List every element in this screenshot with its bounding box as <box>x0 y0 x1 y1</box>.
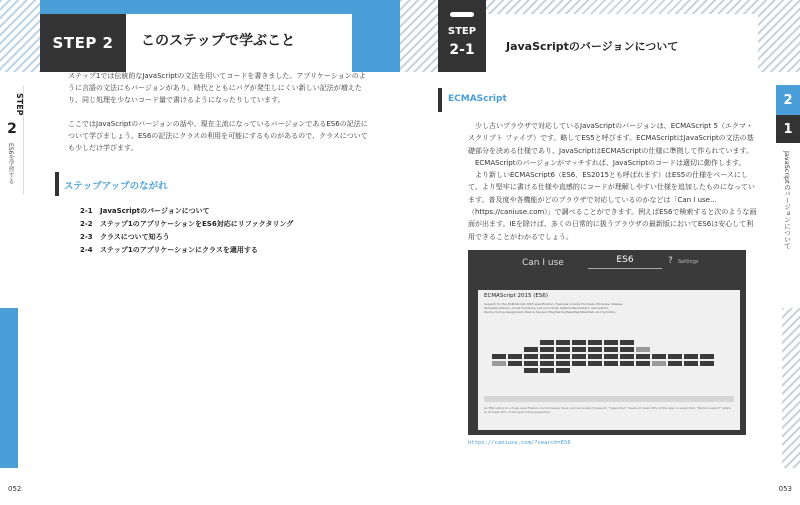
screenshot-search-query: ES6 <box>588 255 662 269</box>
subheading-bar <box>55 172 59 196</box>
tag-pin-icon <box>450 12 474 17</box>
screenshot-settings: Settings <box>678 259 699 265</box>
subheading: ECMAScript <box>448 94 507 104</box>
side-tab-chapter-text: ES6を学習する <box>7 143 14 185</box>
screenshot-feature-panel <box>478 290 740 430</box>
side-tab-section-number: 1 <box>776 115 800 143</box>
toc-item: 2-1 JavaScriptのバージョンについて <box>80 207 210 215</box>
section-tag-number: 2-1 <box>449 42 475 58</box>
body-paragraph-1: 少し古いブラウザで対応しているJavaScriptのバージョンは、ECMAScript 5（エクマ・スクリプト ファイブ）です。略してES5と呼びます。ECMAScriptはJavaScriptの文法の基礎部分を決める仕様であり、JavaScriptはECMAScriptの仕様に準拠して作られています。 <box>468 122 754 155</box>
screenshot-url-caption[interactable]: https://caniuse.com/?search=ES6 <box>468 440 571 446</box>
side-tab-step-number: 2 <box>776 85 800 115</box>
right-page <box>400 0 800 505</box>
right-side-stripes <box>782 308 800 468</box>
intro-paragraph <box>68 70 368 106</box>
screenshot-question-mark: ? <box>668 256 673 266</box>
page-title: このステップで学ぶこと <box>141 33 296 49</box>
subheading-bar <box>438 88 442 112</box>
support-table <box>492 340 728 388</box>
right-side-tab <box>776 85 800 315</box>
left-side-tab <box>0 85 24 195</box>
table-of-contents <box>80 205 293 257</box>
screenshot-notes: As ES6 refers to a huge specification and browsers have various levels of support, "Supported" means at least 95% of the spec is supported. "Partial support" refers to at least 10% of the spec being supported. <box>484 406 731 414</box>
section-title: JavaScriptのバージョンについて <box>506 40 679 53</box>
section-tag-step: STEP <box>447 26 477 37</box>
left-stripe-decoration <box>0 0 40 72</box>
body-text <box>468 120 758 243</box>
side-tab-vertical-text: JavaScriptのバージョンについて <box>783 151 791 249</box>
section-tag <box>438 0 486 72</box>
toc-item: 2-4 ステップ1のアプリケーションにクラスを適用する <box>80 246 258 254</box>
subheading: ステップアップのながれ <box>64 181 168 192</box>
intro-paragraph-1: ステップ1では伝統的なJavaScriptの文法を用いてコードを書きました。アプリケーションのように言語の文法にもバージョンがあり、時代とともにバグが発生しにくい新しい記法が増えたり、同じ処理を少ないコード量で書けるようになったりしています。 <box>68 72 366 104</box>
left-side-bar <box>0 308 18 468</box>
toc-item: 2-2 ステップ1のアプリケーションをES6対応にリファクタリング <box>80 220 294 228</box>
body-paragraph-2: ECMAScriptのバージョンがマッチすれば、JavaScriptのコードは適切に動作します。 <box>468 158 746 167</box>
screenshot-heading: Can I use <box>522 258 564 268</box>
screenshot-tabs <box>484 396 734 402</box>
step-tag: STEP 2 <box>40 14 126 72</box>
screenshot-feature-description: Support for the ECMAScript 2015 specification. Features include Promises, Modules, Classes, Template Literals, Arrow Functions, Let and Const, Default Parameters, Generators, Destructuring Assignment, Rest & Spread, Map/Set & WeakMap/WeakSet, and Symbols. <box>484 302 624 314</box>
body-paragraph-3: より新しいECMAScript6（ES6、ES2015とも呼ばれます）はES5の仕様をベースにして、より堅牢に書ける仕様や直感的にコードが理解しやすい仕様を追加したものになっています。普及度や各機能がどのブラウザで対応しているのかなどは「Can I use...（https://caniuse.com）」で調べることができます。例えばES6で検索すると次のような画面が出ます。IEを除けば、多くの日常的に扱うブラウザの最新版においてES6は安心して利用できることがわかるでしょう。 <box>468 171 757 241</box>
intro-paragraph-2: ここではJavaScriptのバージョンの話や、現在主流になっているバージョンであるES6の記法について学びましょう。ES6の記法にクラスの利用を可能にするものがあるので、クラスについても少しだけ学びます。 <box>68 120 368 152</box>
screenshot-feature-title: ECMAScript 2015 (ES6) <box>484 293 549 299</box>
side-tab-step-label: STEP <box>15 93 24 116</box>
caniuse-screenshot <box>468 250 746 435</box>
page-number: 053 <box>778 485 792 493</box>
toc-item: 2-3 クラスについて知ろう <box>80 233 170 241</box>
page-number: 052 <box>8 485 22 493</box>
intro-paragraph-block <box>68 118 368 154</box>
side-tab-step-number: 2 <box>7 121 17 137</box>
